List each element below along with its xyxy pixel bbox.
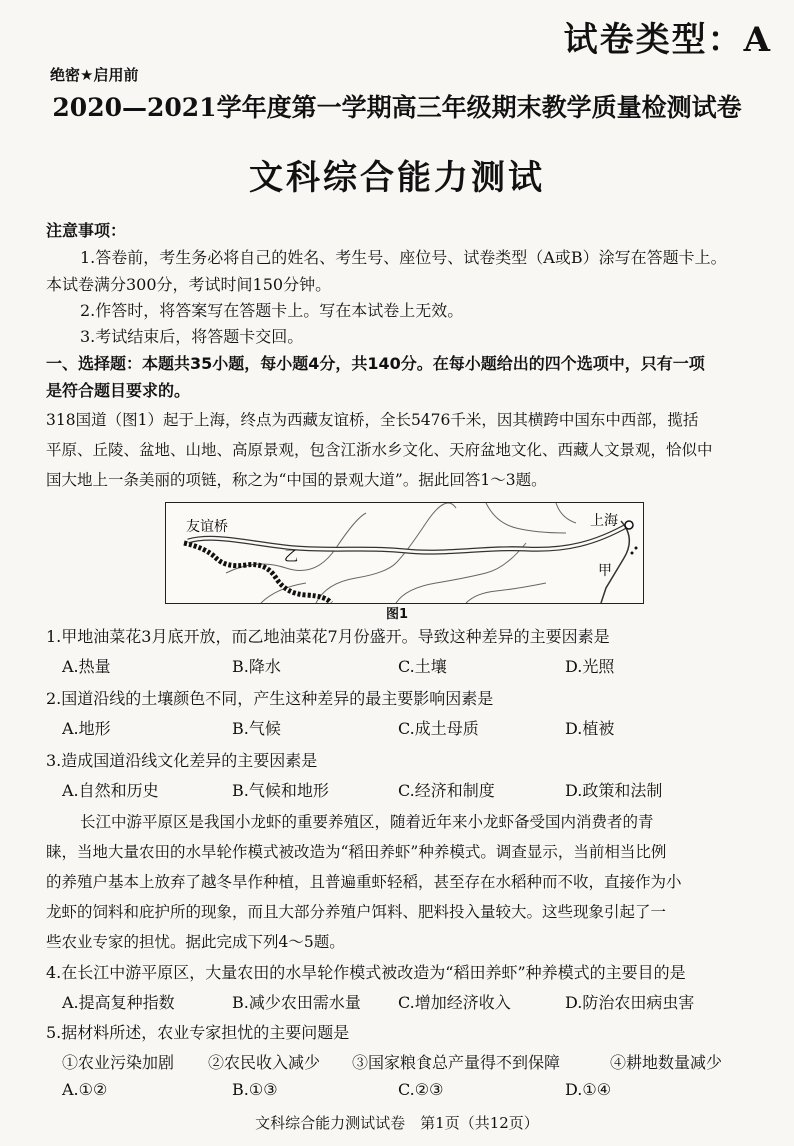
q1-option-b[interactable]: B.降水	[232, 657, 281, 676]
islands-marker	[635, 547, 638, 550]
q5-option-d[interactable]: D.①④	[565, 1080, 612, 1099]
q3-options	[0, 778, 794, 800]
passage2-line-3: 的养殖户基本上放弃了越冬旱作种植，且普遍重虾轻稻，甚至存在水稻种而不收，直接作为小	[46, 873, 682, 891]
passage2-line-1: 长江中游平原区是我国小龙虾的重要养殖区，随着近年来小龙虾备受国内消费者的青	[80, 813, 654, 831]
q5-options	[0, 1080, 794, 1102]
q3-option-c[interactable]: C.经济和制度	[398, 781, 495, 800]
q3-option-b[interactable]: B.气候和地形	[232, 781, 329, 800]
q3-option-d[interactable]: D.政策和法制	[565, 781, 663, 800]
map-svg	[166, 503, 643, 603]
q4-option-a[interactable]: A.提高复种指数	[62, 993, 175, 1012]
passage1-line-3: 国大地上一条美丽的项链，称之为“中国的景观大道”。据此回答1～3题。	[46, 471, 547, 489]
map-label-shanghai: 上海	[590, 513, 618, 529]
q5-item-4: ④耕地数量减少	[610, 1053, 723, 1072]
shanghai-marker	[625, 521, 633, 529]
exam-type-label: 试卷类型：A	[563, 20, 772, 60]
terrain-contour	[556, 503, 576, 523]
q4-option-d[interactable]: D.防治农田病虫害	[565, 993, 695, 1012]
q5-items	[0, 1050, 794, 1072]
q2-option-a[interactable]: A.地形	[62, 719, 111, 738]
passage2-line-5: 些农业专家的担忧。据此完成下列4～5题。	[46, 933, 345, 951]
passage1-line-1: 318国道（图1）起于上海，终点为西藏友谊桥，全长5476千米，因其横跨中国东中西部，揽括	[46, 411, 699, 429]
exam-title: 2020—2021学年度第一学期高三年级期末教学质量检测试卷	[52, 93, 742, 122]
islands-marker	[631, 552, 634, 555]
q5-option-b[interactable]: B.①③	[232, 1080, 278, 1099]
map-label-friendship-bridge: 友谊桥	[186, 519, 228, 535]
map-label-yi: 乙	[284, 549, 298, 565]
notice-line-3: 2.作答时，将答案写在答题卡上。写在本试卷上无效。	[80, 301, 464, 320]
section-heading-line-2: 是符合题目要求的。	[46, 381, 191, 400]
q2-option-d[interactable]: D.植被	[565, 719, 615, 738]
notice-line-4: 3.考试结束后，将答题卡交回。	[80, 327, 304, 346]
q4-stem: 4.在长江中游平原区，大量农田的水旱轮作模式被改造为“稻田养虾”种养模式的主要目的是	[46, 963, 686, 982]
q2-options	[0, 716, 794, 738]
q2-option-b[interactable]: B.气候	[232, 719, 281, 738]
confidential-mark: 绝密★启用前	[50, 66, 139, 84]
route-318-map	[165, 502, 644, 604]
passage2-line-4: 龙虾的饲料和庇护所的现象，而且大部分养殖户饵料、肥料投入量较大。这些现象引起了一	[46, 903, 667, 921]
q5-option-c[interactable]: C.②③	[398, 1080, 444, 1099]
page-footer: 文科综合能力测试试卷 第1页（共12页）	[255, 1114, 539, 1132]
q1-option-a[interactable]: A.热量	[62, 657, 111, 676]
q4-options	[0, 990, 794, 1012]
q5-option-a[interactable]: A.①②	[62, 1080, 108, 1099]
figure-caption: 图1	[385, 607, 409, 622]
q5-item-2: ②农民收入减少	[208, 1053, 321, 1072]
notice-line-2: 本试卷满分300分，考试时间150分钟。	[46, 275, 332, 294]
border-line	[184, 543, 331, 603]
notice-heading: 注意事项：	[46, 221, 127, 240]
section-heading-line-1: 一、选择题：本题共35小题，每小题4分，共140分。在每小题给出的四个选项中，只有一项	[46, 354, 705, 373]
passage1-line-2: 平原、丘陵、盆地、山地、高原景观，包含江浙水乡文化、天府盆地文化、西藏人文景观，恰似中	[46, 441, 713, 459]
subject-title: 文科综合能力测试	[249, 158, 545, 198]
q2-option-c[interactable]: C.成土母质	[398, 719, 479, 738]
q1-option-c[interactable]: C.土壤	[398, 657, 447, 676]
map-label-jia: 甲	[598, 563, 612, 579]
q1-stem: 1.甲地油菜花3月底开放，而乙地油菜花7月份盛开。导致这种差异的主要因素是	[46, 627, 610, 646]
q4-option-b[interactable]: B.减少农田需水量	[232, 993, 361, 1012]
q1-option-d[interactable]: D.光照	[565, 657, 615, 676]
q2-stem: 2.国道沿线的土壤颜色不同，产生这种差异的最主要影响因素是	[46, 689, 494, 708]
q5-item-3: ③国家粮食总产量得不到保障	[352, 1053, 561, 1072]
q4-option-c[interactable]: C.增加经济收入	[398, 993, 511, 1012]
terrain-contour	[466, 583, 546, 603]
notice-line-1: 1.答卷前，考生务必将自己的姓名、考生号、座位号、试卷类型（A或B）涂写在答题卡上。	[80, 248, 727, 267]
passage2-line-2: 睐，当地大量农田的水旱轮作模式被改造为“稻田养虾”种养模式。调查显示，当前相当比例	[46, 843, 667, 861]
q1-options	[0, 654, 794, 676]
terrain-contour	[486, 503, 566, 533]
q3-option-a[interactable]: A.自然和历史	[62, 781, 159, 800]
q5-stem: 5.据材料所述，农业专家担忧的主要问题是	[46, 1023, 350, 1042]
q3-stem: 3.造成国道沿线文化差异的主要因素是	[46, 751, 318, 770]
q5-item-1: ①农业污染加剧	[62, 1053, 175, 1072]
